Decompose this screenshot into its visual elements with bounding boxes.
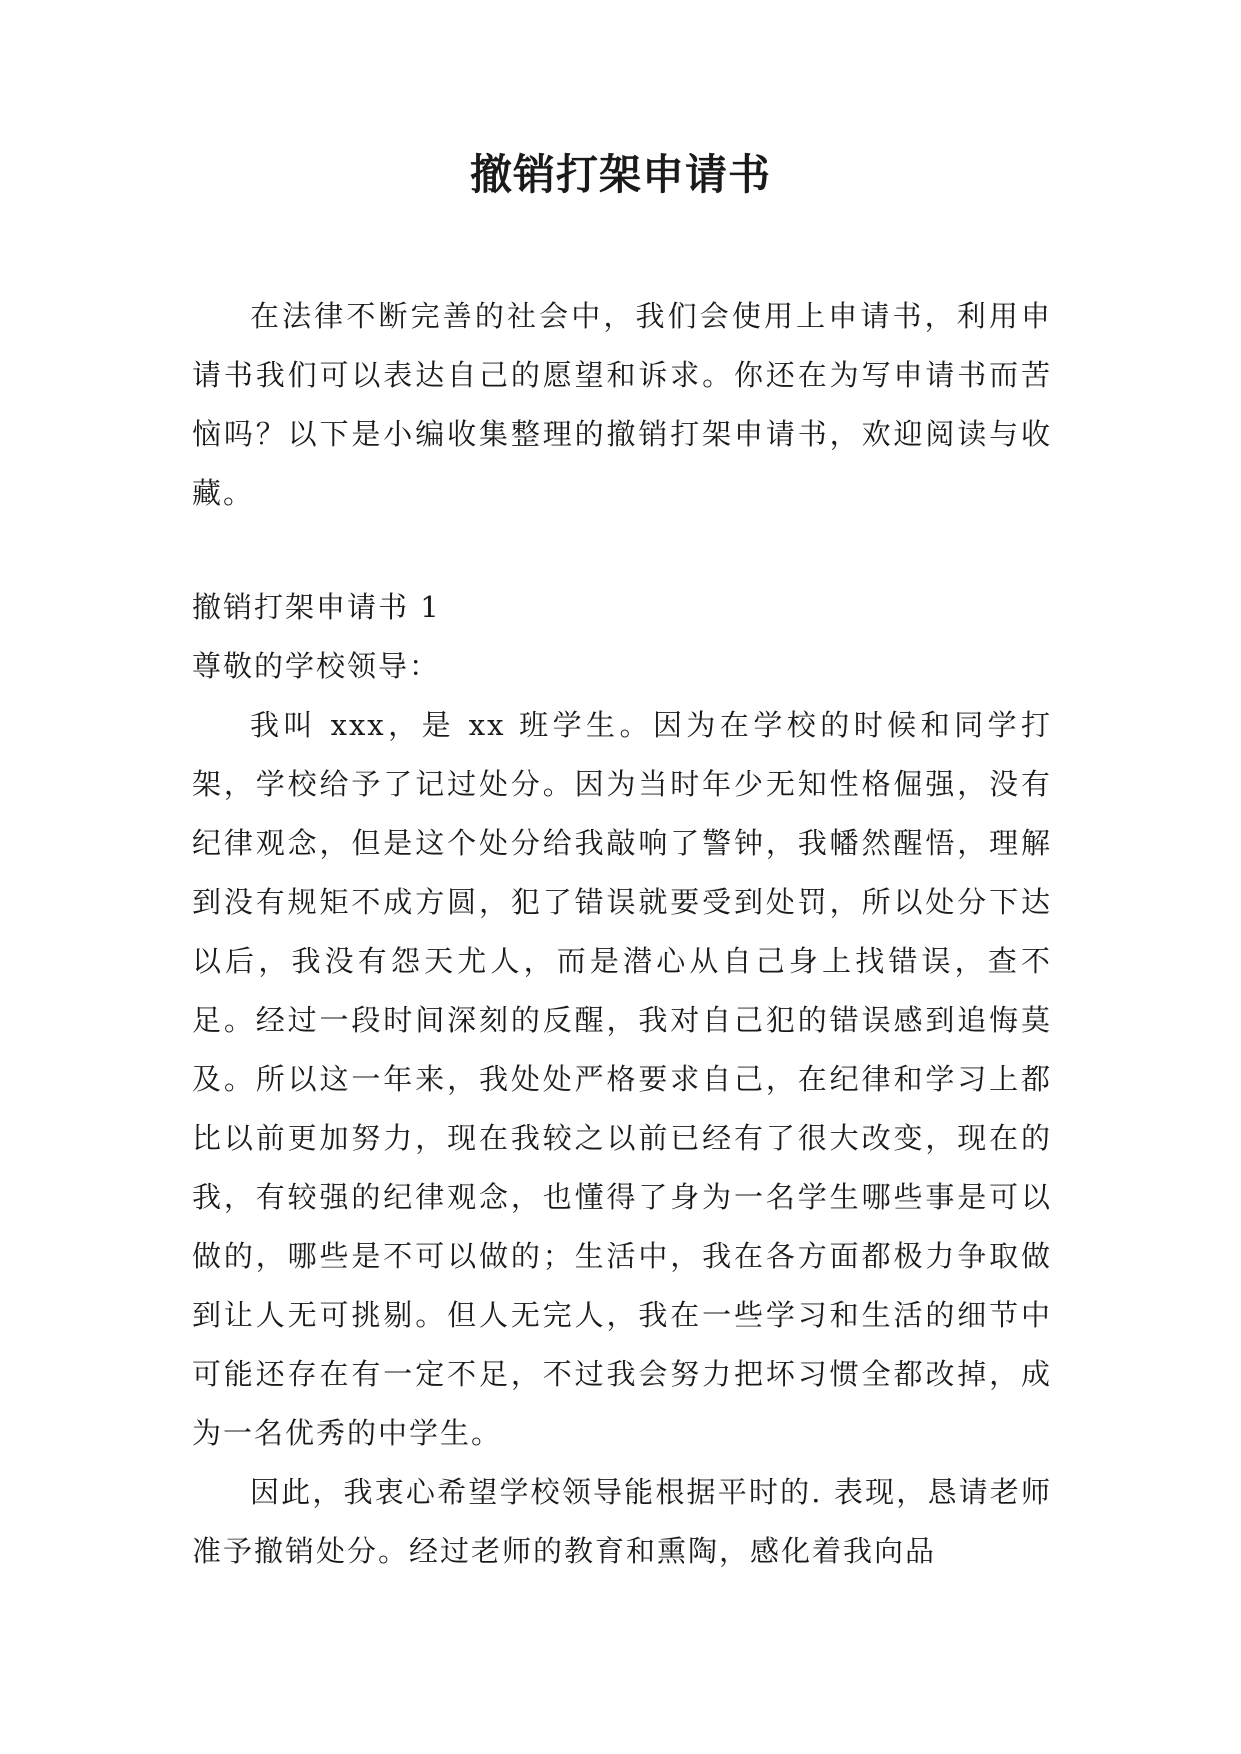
body-paragraph: 因此，我衷心希望学校领导能根据平时的. 表现，恳请老师准予撤销处分。经过老师的教育和熏陶，感化着我向品 (192, 1475, 1052, 1568)
intro-section (192, 287, 1052, 523)
salutation: 尊敬的学校领导： (192, 649, 441, 683)
page-title: 撤销打架申请书 (469, 150, 771, 199)
section-heading: 撤销打架申请书 1 (192, 590, 441, 624)
letter-section (192, 578, 1052, 1581)
intro-paragraph: 在法律不断完善的社会中，我们会使用上申请书，利用申请书我们可以表达自己的愿望和诉求。你还在为写申请书而苦恼吗？以下是小编收集整理的撤销打架申请书，欢迎阅读与收藏。 (192, 299, 1052, 510)
body-paragraph: 我叫 xxx，是 xx 班学生。因为在学校的时候和同学打架，学校给予了记过处分。因为当时年少无知性格倔强，没有纪律观念，但是这个处分给我敲响了警钟，我幡然醒悟，理解到没有规矩不成方圆，犯了错误就要受到处罚，所以处分下达以后，我没有怨天尤人，而是潜心从自己身上找错误，查不足。经过一段时间深刻的反醒，我对自己犯的错误感到追悔莫及。所以这一年来，我处处严格要求自己，在纪律和学习上都比以前更加努力，现在我较之以前已经有了很大改变，现在的我，有较强的纪律观念，也懂得了身为一名学生哪些事是可以做的，哪些是不可以做的；生活中，我在各方面都极力争取做到让人无可挑剔。但人无完人，我在一些学习和生活的细节中可能还存在有一定不足，不过我会努力把坏习惯全都改掉，成为一名优秀的中学生。 (192, 708, 1052, 1450)
